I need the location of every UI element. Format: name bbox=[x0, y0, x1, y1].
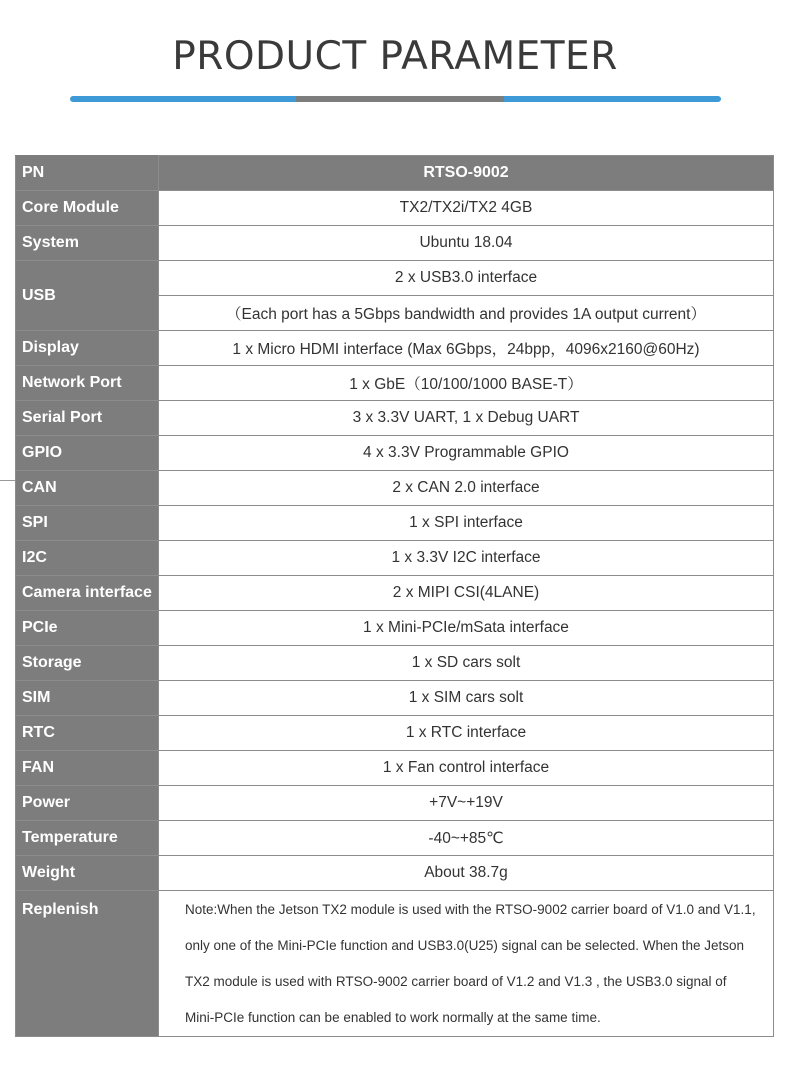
table-row bbox=[16, 751, 774, 786]
row-value: TX2/TX2i/TX2 4GB bbox=[159, 191, 774, 226]
row-value: 1 x GbE（10/100/1000 BASE-T） bbox=[159, 366, 774, 401]
row-value: 1 x SD cars solt bbox=[159, 646, 774, 681]
table-row bbox=[16, 366, 774, 401]
row-label: System bbox=[16, 226, 159, 261]
row-value: 2 x CAN 2.0 interface bbox=[159, 471, 774, 506]
underline-right-segment bbox=[504, 96, 721, 102]
row-value: 1 x SIM cars solt bbox=[159, 681, 774, 716]
row-value: 1 x Micro HDMI interface (Max 6Gbps，24bpp，4096x2160@60Hz) bbox=[159, 331, 774, 366]
row-value: 2 x USB3.0 interface bbox=[159, 261, 774, 296]
underline-middle-segment bbox=[296, 96, 504, 102]
page-title: PRODUCT PARAMETER bbox=[172, 34, 618, 79]
table-row bbox=[16, 261, 774, 296]
row-label: GPIO bbox=[16, 436, 159, 471]
replenish-note: Note:When the Jetson TX2 module is used with the RTSO-9002 carrier board of V1.0 and V1.1, only one of the Mini-PCIe function and USB3.0(U25) signal can be selected. When the Jetson TX2 module is used with RTSO-9002 carrier board of V1.2 and V1.3 , the USB3.0 signal of Mini-PCIe function can be enabled to work normally at the same time. bbox=[159, 891, 774, 1037]
table-row bbox=[16, 716, 774, 751]
table-row bbox=[16, 191, 774, 226]
row-label: Weight bbox=[16, 856, 159, 891]
underline-left-segment bbox=[70, 96, 296, 102]
table-header-row bbox=[16, 156, 774, 191]
row-value: 1 x 3.3V I2C interface bbox=[159, 541, 774, 576]
table-row bbox=[16, 786, 774, 821]
row-value: 1 x SPI interface bbox=[159, 506, 774, 541]
row-label: RTC bbox=[16, 716, 159, 751]
table-row bbox=[16, 576, 774, 611]
table-row bbox=[16, 891, 774, 1037]
row-label: Core Module bbox=[16, 191, 159, 226]
table-row bbox=[16, 541, 774, 576]
table-row bbox=[16, 611, 774, 646]
table-row bbox=[16, 331, 774, 366]
row-value: Ubuntu 18.04 bbox=[159, 226, 774, 261]
row-label: CAN bbox=[16, 471, 159, 506]
row-label: Storage bbox=[16, 646, 159, 681]
row-value: About 38.7g bbox=[159, 856, 774, 891]
row-label: SPI bbox=[16, 506, 159, 541]
table-row bbox=[16, 471, 774, 506]
row-label: Temperature bbox=[16, 821, 159, 856]
row-label: PCIe bbox=[16, 611, 159, 646]
row-label: Display bbox=[16, 331, 159, 366]
row-label: Serial Port bbox=[16, 401, 159, 436]
row-label: USB bbox=[16, 261, 159, 331]
edge-tick-mark bbox=[0, 480, 15, 481]
row-value: 3 x 3.3V UART, 1 x Debug UART bbox=[159, 401, 774, 436]
row-label: I2C bbox=[16, 541, 159, 576]
row-value: 1 x Mini-PCIe/mSata interface bbox=[159, 611, 774, 646]
table-row bbox=[16, 681, 774, 716]
table-row bbox=[16, 436, 774, 471]
row-label: SIM bbox=[16, 681, 159, 716]
row-label: Camera interface bbox=[16, 576, 159, 611]
table-row bbox=[16, 226, 774, 261]
table-row bbox=[16, 506, 774, 541]
row-label: Replenish bbox=[16, 891, 159, 1037]
table-row bbox=[16, 856, 774, 891]
row-value: 2 x MIPI CSI(4LANE) bbox=[159, 576, 774, 611]
table-row bbox=[16, 401, 774, 436]
row-value: 1 x Fan control interface bbox=[159, 751, 774, 786]
row-label: Network Port bbox=[16, 366, 159, 401]
table-row bbox=[16, 821, 774, 856]
table-row bbox=[16, 646, 774, 681]
row-label: FAN bbox=[16, 751, 159, 786]
row-value: -40~+85℃ bbox=[159, 821, 774, 856]
row-value: RTSO-9002 bbox=[159, 156, 774, 191]
row-value: +7V~+19V bbox=[159, 786, 774, 821]
row-value-secondary: （Each port has a 5Gbps bandwidth and provides 1A output current） bbox=[159, 296, 774, 331]
row-label: PN bbox=[16, 156, 159, 191]
row-value: 1 x RTC interface bbox=[159, 716, 774, 751]
row-value: 4 x 3.3V Programmable GPIO bbox=[159, 436, 774, 471]
row-label: Power bbox=[16, 786, 159, 821]
product-parameter-table bbox=[15, 155, 774, 1037]
title-underline bbox=[70, 96, 721, 102]
